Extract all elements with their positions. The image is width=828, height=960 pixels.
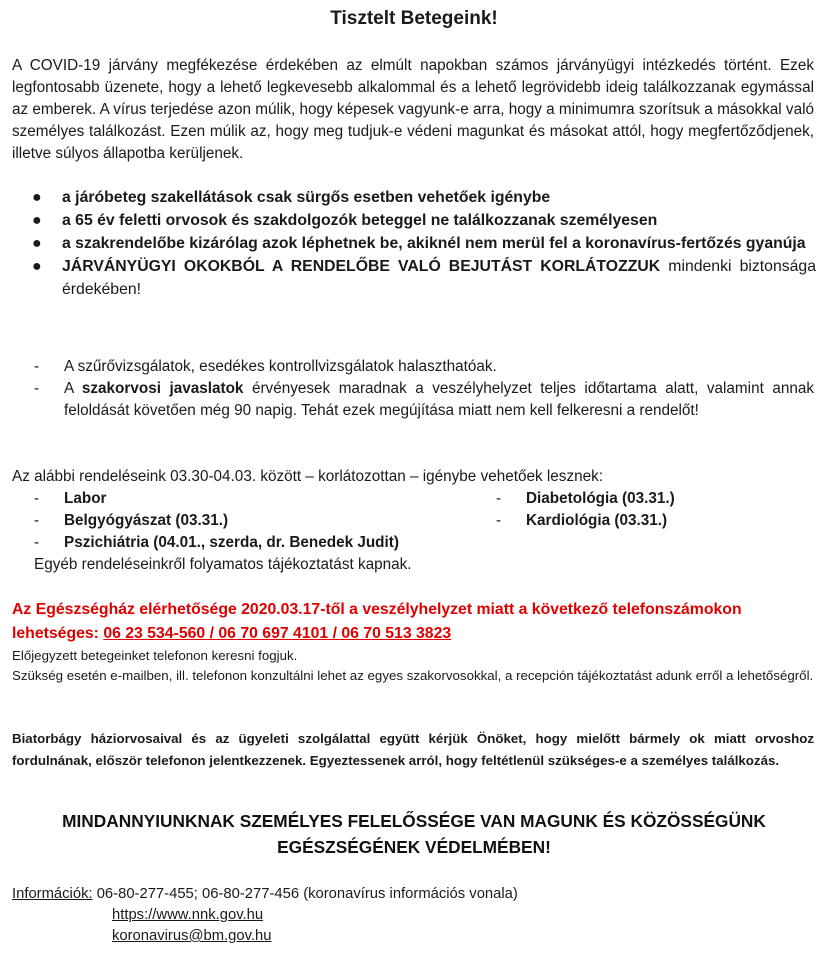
schedule-item: - Diabetológia (03.31.) (496, 490, 675, 507)
info-email-link[interactable]: koronavirus@bm.gov.hu (112, 928, 272, 944)
schedule-item: - Belgyógyászat (03.31.) (34, 512, 229, 529)
bullet-icon: ● (32, 189, 42, 206)
callback-note: Előjegyzett betegeinket telefonon keresni fogjuk. (12, 648, 298, 663)
dash-item: - A szakorvosi javaslatok érvényesek maradnak a veszélyhelyzet teljes időtartama alatt, valamint annak feloldását követően még 90 napig. Tehát ezek megújítása miatt nem kell felkeresni a rendelőt! (34, 380, 815, 419)
bullet-item: ● a szakrendelőbe kizárólag azok léphetnek be, akiknél nem merül fel a koronavírus-fertőzés gyanúja (30, 232, 816, 255)
dash-icon: - (34, 380, 40, 397)
schedule-intro: Az alábbi rendeléseink 03.30-04.03. között – korlátozottan – igénybe vehetőek lesznek: (12, 468, 604, 485)
phone-numbers[interactable]: 06 23 534-560 / 06 70 697 4101 / 06 70 513 3823 (103, 625, 452, 642)
schedule-item: - Kardiológia (03.31.) (496, 512, 668, 529)
info-url-link[interactable]: https://www.nnk.gov.hu (112, 907, 264, 923)
consultation-note: Szükség esetén e-mailben, ill. telefonon konzultálni lehet az egyes szakorvosokkal, a recepción tájékoztatást adunk erről a lehetőségről. (12, 668, 814, 683)
bullet-item: ● a járóbeteg szakellátások csak sürgős esetben vehetőek igénybe (30, 186, 816, 209)
dash-icon: - (34, 358, 40, 375)
access-restriction-text: JÁRVÁNYÜGYI OKOKBÓL A RENDELŐBE VALÓ BEJUTÁST KORLÁTOZZUK (62, 258, 661, 275)
bullet-item: ● a 65 év feletti orvosok és szakdolgozók beteggel ne találkozzanak személyesen (30, 209, 816, 232)
bullet-icon: ● (32, 258, 42, 275)
bullet-icon: ● (32, 212, 42, 229)
schedule-note: Egyéb rendeléseinkről folyamatos tájékoztatást kapnak. (34, 556, 412, 573)
gp-instruction: Biatorbágy háziorvosaival és az ügyeleti szolgálattal együtt kérjük Önöket, hogy mielőtt bármely ok miatt orvoshoz fordulnának, először telefonon jelentkezzenek. Egyeztessenek arról, hogy feltétlenül szükséges-e a személyes találkozás. (12, 731, 814, 768)
info-phones: 06-80-277-455; 06-80-277-456 (koronavírus információs vonala) (92, 886, 518, 902)
schedule-item: - Labor (34, 490, 107, 507)
contact-alert: Az Egészségház elérhetősége 2020.03.17-től a veszélyhelyzet miatt a következő telefonszámokon lehetséges: 06 23 534-560 / 06 70 697 4101 / 06 70 513 3823 (12, 601, 742, 642)
bullet-item: ● JÁRVÁNYÜGYI OKOKBÓL A RENDELŐBE VALÓ BEJUTÁST KORLÁTOZZUK mindenki biztonsága érdekében! (30, 255, 816, 301)
notes-dash-list (34, 356, 814, 422)
schedule-item: - Pszichiátria (04.01., szerda, dr. Benedek Judit) (34, 534, 399, 551)
dash-item: - A szűrővizsgálatok, esedékes kontrollvizsgálatok halaszthatóak. (34, 356, 814, 378)
measures-bullet-list (30, 186, 816, 301)
intro-paragraph: A COVID-19 járvány megfékezése érdekében az elmúlt napokban számos járványügyi intézkedés történt. Ezek legfontosabb üzenete, hogy a lehető legkevesebb alkalommal és a lehető legrövidebb ideig találkozzanak egymással az emberek. A vírus terjedése azon múlik, hogy képesek vagyunk-e arra, hogy a minimumra szorítsuk a másokkal való személyes találkozást. Ezen múlik az, hogy meg tudjuk-e védeni magunkat és másokat attól, hogy megfertőződjenek, illetve súlyos állapotba kerüljenek. (12, 57, 814, 162)
info-label: Információk: (12, 886, 93, 902)
info-line (12, 884, 518, 905)
responsibility-banner: MINDANNYIUNKNAK SZEMÉLYES FELELŐSSÉGE VAN MAGUNK ÉS KÖZÖSSÉGÜNK EGÉSZSÉGÉNEK VÉDELMÉBEN! (62, 811, 766, 857)
page-title: Tisztelt Betegeink! (330, 8, 498, 29)
bullet-icon: ● (32, 235, 42, 252)
